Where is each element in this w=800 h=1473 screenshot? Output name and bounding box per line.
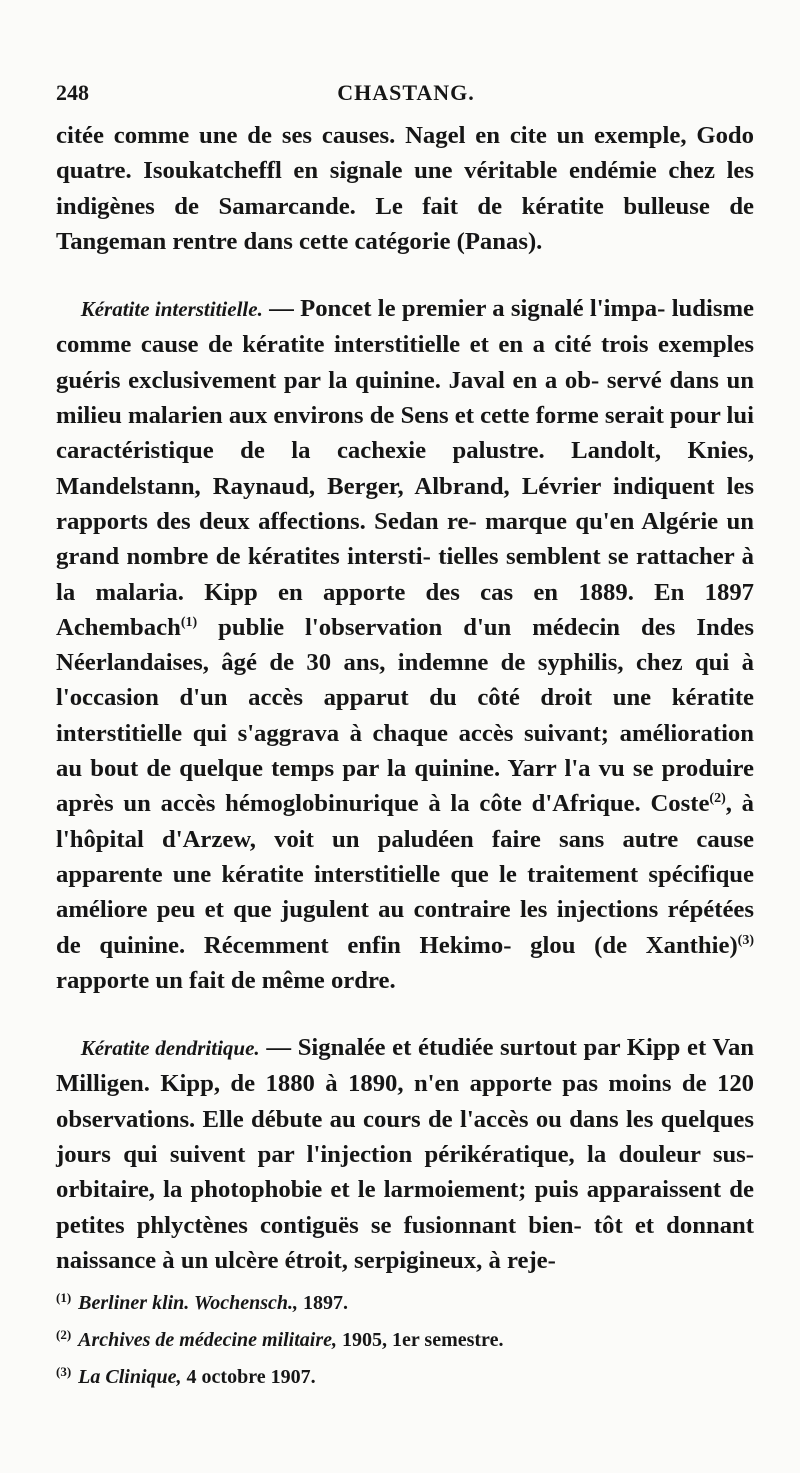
footnote-text: 4 octobre 1907. [181,1366,316,1388]
text-line: glou (de Xanthie) [530,931,738,959]
text-line: — Poncet le premier a signalé l'impa- [262,295,666,323]
text-line: Landolt, Knies, Mandelstann, Raynaud, Berger, Albrand, [56,437,754,500]
text-line: traitement spécifique améliore peu et que jugulent au contraire [56,860,754,924]
footnote-text: 1897. [298,1292,349,1314]
text-line: syphilis, chez qui à l'occasion d'un accès apparut du côté droit [56,649,754,712]
text-line: forme serait pour lui caractéristique de la cachexie palustre. [56,402,755,465]
text-line: de 120 observations. Elle débute au cours de l'accès ou dans [56,1070,755,1133]
paragraph-gap [56,259,754,291]
main-text [56,118,754,1278]
paragraph-keratite-dendritique [56,1030,754,1278]
text-line: les injections répétées de quinine. Récemment enfin Hekimo- [56,896,755,959]
footnote [56,1319,746,1356]
text-line: exemples guéris exclusivement par la quinine. Javal en a ob- [56,331,755,394]
text-line: de Tangeman rentre dans cette catégorie (Panas). [56,192,755,255]
text-line: rapporte un fait de même ordre. [56,966,396,994]
text-line: d'Afrique. Coste [531,790,710,818]
footnote-title: Berliner klin. Wochensch., [78,1292,299,1314]
paragraph-continuation [56,118,754,259]
text-line: , à l'hôpital d'Arzew, voit un paludéen faire [56,790,755,853]
footnote-text: 1905, 1er semestre. [337,1329,504,1351]
text-line: douleur sus-orbitaire, la photophobie et le larmoiement; puis [56,1141,755,1204]
paragraph-gap [56,998,754,1030]
text-line: marque qu'en Algérie un grand nombre de kératites intersti- [56,507,754,571]
text-line: apparaissent de petites phlyctènes contiguës se fusionnant bien- [56,1176,754,1239]
text-line: Godo quatre. Isoukatcheffl en signale une véritable endémie [56,122,755,185]
section-heading: Kératite dendritique. [80,1036,260,1061]
footnote-title: La Clinique, [78,1366,182,1388]
footnote-ref: (2) [709,791,726,807]
text-line: tôt et donnant naissance à un ulcère étroit, serpigineux, à reje- [56,1211,755,1274]
section-heading: Kératite interstitielle. [80,297,263,322]
text-line: — Signalée et étudiée surtout par Kipp [259,1034,681,1062]
footnote-mark: (3) [56,1364,72,1379]
footnotes [56,1282,746,1393]
text-line: publie l'observation d'un [197,613,512,641]
footnote [56,1282,746,1319]
page-number: 248 [56,80,89,105]
text-line: citée comme une de ses causes. Nagel en cite un exemple, [56,122,687,149]
text-line: servé dans un milieu malarien aux environs de Sens et cette [56,366,755,430]
running-header [56,80,756,116]
text-line: les quelques jours qui suivent par l'injection périkératique, la [56,1105,754,1169]
text-line: et Van Milligen. Kipp, de 1880 à 1890, n'en apporte pas moins [56,1034,755,1098]
footnote-ref: (1) [180,614,198,630]
text-line: amélioration au bout de quelque temps par la quinine. Yarr [56,719,755,783]
text-line: médecin des Indes Néerlandaises, âgé de 30 ans, indemne de [56,613,754,677]
footnote-title: Archives de médecine militaire, [78,1329,338,1351]
text-line: tielles semblent se rattacher à la malaria. Kipp en apporte des [56,543,754,606]
text-line: chez les indigènes de Samarcande. Le fait de kératite bulleuse [56,157,754,220]
footnote-ref: (3) [737,932,754,948]
text-line: l'a vu se produire après un accès hémoglobinurique à la côte [56,755,754,818]
text-line: une kératite interstitielle qui s'aggrava à chaque accès suivant; [56,684,754,747]
footnote-mark: (2) [56,1327,72,1342]
text-line: sans autre cause apparente une kératite interstitielle que le [56,825,755,888]
running-title: CHASTANG. [337,80,475,105]
text-line: ludisme comme cause de kératite interstitielle et en a cité trois [56,295,754,359]
footnote [56,1356,746,1393]
text-line: Lévrier indiquent les rapports des deux affections. Sedan re- [56,472,755,535]
footnote-mark: (1) [56,1290,72,1305]
paragraph-keratite-interstitielle [56,291,754,998]
text-line: cas en 1889. En 1897 Achembach [56,578,755,641]
